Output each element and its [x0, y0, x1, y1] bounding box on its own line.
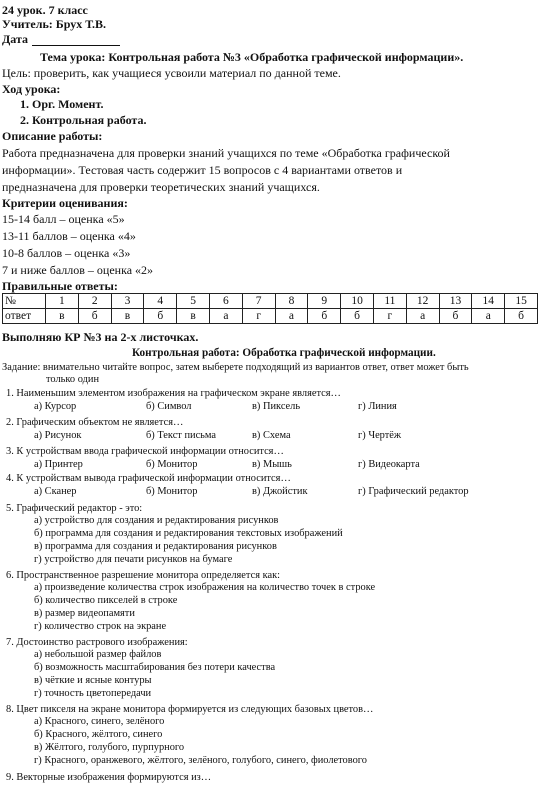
- date-line: [2, 32, 120, 46]
- answer-option: а) Рисунок: [34, 430, 82, 441]
- answer-option: в) Жёлтого, голубого, пурпурного: [34, 742, 185, 753]
- answer-option: в) чёткие и ясные контуры: [34, 675, 152, 686]
- question-text: 9. Векторные изображения формируются из…: [6, 772, 212, 783]
- date-label: Дата: [2, 32, 28, 46]
- task-heading: Выполняю КР №3 на 2-х листочках.: [2, 330, 199, 344]
- criteria-item: 7 и ниже баллов – оценка «2»: [2, 263, 154, 277]
- question-number: 8: [275, 294, 308, 309]
- answer-cell: б: [505, 309, 538, 324]
- question-number: 3: [111, 294, 144, 309]
- description-title: Описание работы:: [2, 129, 103, 143]
- question-number: 14: [472, 294, 505, 309]
- instruction-line: Задание: внимательно читайте вопрос, затем выберете подходящий из вариантов ответ, ответ может быть: [2, 362, 469, 373]
- criteria-title: Критерии оценивания:: [2, 196, 128, 210]
- answer-option: б) Монитор: [146, 459, 198, 470]
- question-text: 3. К устройствам ввода графической информации относится…: [6, 446, 284, 457]
- question-text: 8. Цвет пикселя на экране монитора формируется из следующих базовых цветов…: [6, 704, 374, 715]
- goal-line: Цель: проверить, как учащиеся усвоили материал по данной теме.: [2, 66, 341, 80]
- course-step: 1. Орг. Момент.: [20, 97, 104, 111]
- question-number: 6: [209, 294, 242, 309]
- description-line: информации». Тестовая часть содержит 15 вопросов с 4 вариантами ответов и: [2, 163, 403, 177]
- answer-cell: в: [177, 309, 210, 324]
- answer-option: в) Джойстик: [252, 486, 308, 497]
- answer-option: б) Текст письма: [146, 430, 217, 441]
- answer-option: в) Схема: [252, 430, 291, 441]
- answers-title: Правильные ответы:: [2, 279, 118, 293]
- answer-option: а) Курсор: [34, 401, 77, 412]
- teacher-line: Учитель: Брух Т.В.: [2, 17, 107, 31]
- answer-option: а) Красного, синего, зелёного: [34, 716, 165, 727]
- question-number: 2: [78, 294, 111, 309]
- row-label: №: [3, 294, 46, 309]
- answer-option: б) количество пикселей в строке: [34, 595, 178, 606]
- question-number: 1: [46, 294, 79, 309]
- lesson-line: 24 урок. 7 класс: [2, 3, 88, 17]
- answer-option: б) Красного, жёлтого, синего: [34, 729, 163, 740]
- answer-cell: б: [308, 309, 341, 324]
- question-number: 7: [242, 294, 275, 309]
- answer-cell: г: [242, 309, 275, 324]
- answer-option: а) небольшой размер файлов: [34, 649, 162, 660]
- answer-option: г) Графический редактор: [358, 486, 469, 497]
- description-line: Работа предназначена для проверки знаний учащихся по теме «Обработка графической: [2, 146, 450, 160]
- question-number: 4: [144, 294, 177, 309]
- answer-option: а) произведение количества строк изображения на количество точек в строке: [34, 582, 376, 593]
- question-text: 1. Наименьшим элементом изображения на графическом экране является…: [6, 388, 341, 399]
- date-blank: [32, 33, 120, 46]
- question-text: 7. Достоинство растрового изображения:: [6, 637, 188, 648]
- answer-cell: б: [439, 309, 472, 324]
- answer-option: а) Принтер: [34, 459, 83, 470]
- answers-number-row: [3, 294, 538, 309]
- question-number: 13: [439, 294, 472, 309]
- answers-value-row: [3, 309, 538, 324]
- topic-line: Тема урока: Контрольная работа №3 «Обработка графической информации».: [40, 50, 464, 64]
- answer-option: г) Линия: [358, 401, 397, 412]
- instruction-line: только один: [46, 374, 100, 385]
- question-number: 11: [373, 294, 406, 309]
- answer-cell: а: [472, 309, 505, 324]
- answer-cell: а: [209, 309, 242, 324]
- question-number: 12: [406, 294, 439, 309]
- criteria-item: 15-14 балл – оценка «5»: [2, 212, 125, 226]
- answer-option: г) Красного, оранжевого, жёлтого, зелёного, голубого, синего, фиолетового: [34, 755, 367, 766]
- question-number: 10: [341, 294, 374, 309]
- row-label: ответ: [3, 309, 46, 324]
- answer-cell: б: [78, 309, 111, 324]
- course-title: Ход урока:: [2, 82, 61, 96]
- answer-option: г) Видеокарта: [358, 459, 420, 470]
- answer-option: г) Чертёж: [358, 430, 402, 441]
- answer-cell: в: [111, 309, 144, 324]
- question-number: 15: [505, 294, 538, 309]
- answer-cell: г: [373, 309, 406, 324]
- answer-option: б) возможность масштабирования без потери качества: [34, 662, 276, 673]
- answer-option: г) точность цветопередачи: [34, 688, 152, 699]
- answer-cell: а: [406, 309, 439, 324]
- answer-cell: в: [46, 309, 79, 324]
- answer-option: а) Сканер: [34, 486, 77, 497]
- answer-option: б) Монитор: [146, 486, 198, 497]
- answer-cell: б: [144, 309, 177, 324]
- answer-option: а) устройство для создания и редактирования рисунков: [34, 515, 279, 526]
- answer-option: в) Мышь: [252, 459, 292, 470]
- test-title: Контрольная работа: Обработка графической информации.: [132, 347, 436, 359]
- answer-option: в) Пиксель: [252, 401, 301, 412]
- answer-cell: б: [341, 309, 374, 324]
- answer-option: в) размер видеопамяти: [34, 608, 135, 619]
- answers-table: [2, 293, 538, 324]
- criteria-item: 13-11 баллов – оценка «4»: [2, 229, 136, 243]
- question-text: 4. К устройствам вывода графической информации относится…: [6, 473, 291, 484]
- question-text: 2. Графическим объектом не является…: [6, 417, 184, 428]
- criteria-item: 10-8 баллов – оценка «3»: [2, 246, 131, 260]
- answer-cell: а: [275, 309, 308, 324]
- answer-option: б) программа для создания и редактирования текстовых изображений: [34, 528, 343, 539]
- answer-option: г) устройство для печати рисунков на бумаге: [34, 554, 233, 565]
- question-number: 5: [177, 294, 210, 309]
- course-step: 2. Контрольная работа.: [20, 113, 147, 127]
- answer-option: б) Символ: [146, 401, 192, 412]
- question-text: 5. Графический редактор - это:: [6, 503, 143, 514]
- answer-option: в) программа для создания и редактирования рисунков: [34, 541, 277, 552]
- question-number: 9: [308, 294, 341, 309]
- answer-option: г) количество строк на экране: [34, 621, 167, 632]
- description-line: предназначена для проверки теоретических знаний учащихся.: [2, 180, 320, 194]
- question-text: 6. Пространственное разрешение монитора определяется как:: [6, 570, 281, 581]
